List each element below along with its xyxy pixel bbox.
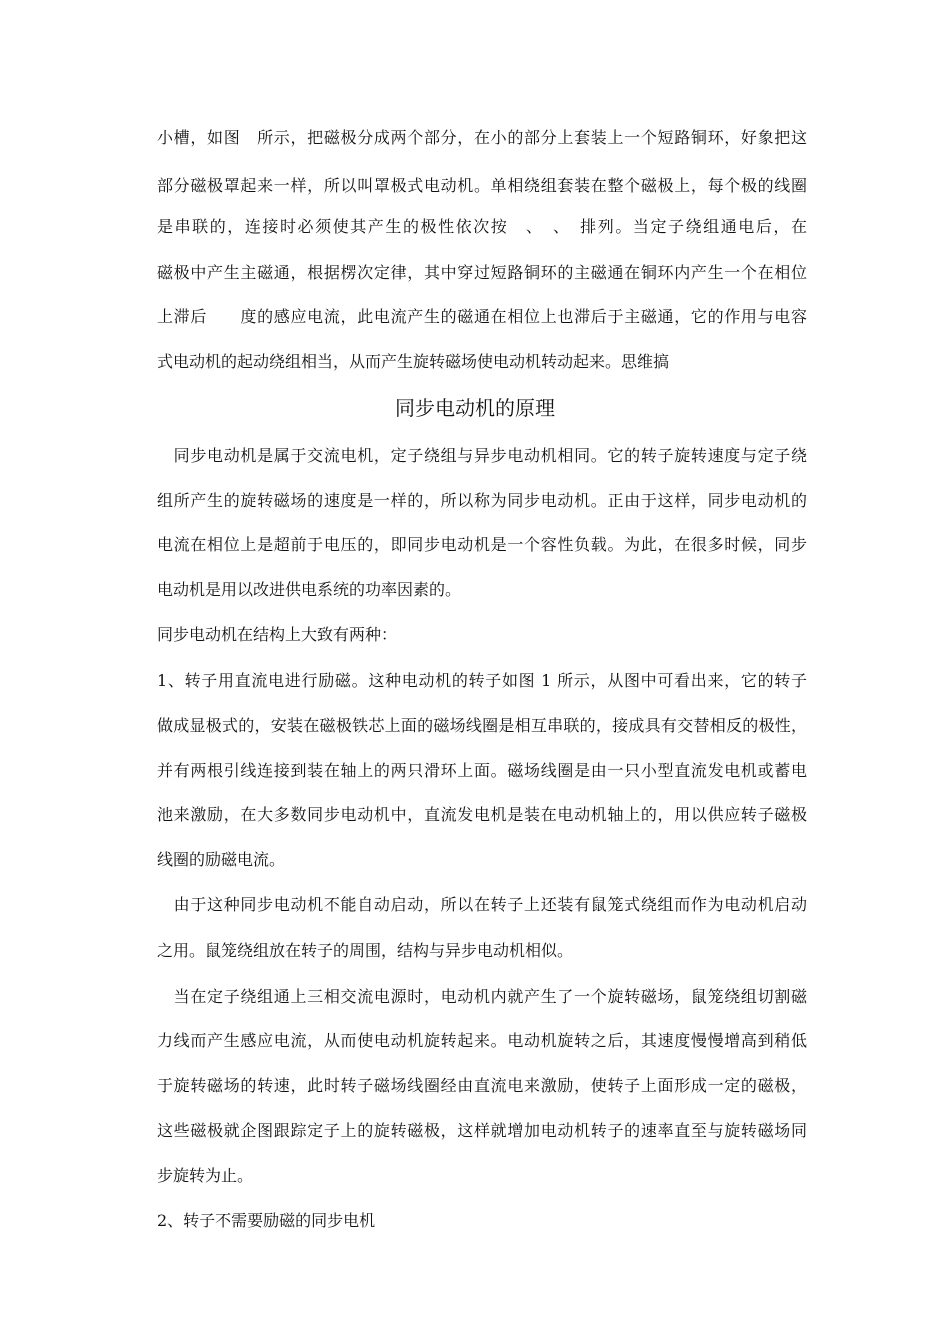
text-line: 磁极中产生主磁通，根据楞次定律，其中穿过短路铜环的主磁通在铜环内产生一个在相位 [157,263,807,282]
text-line: 组所产生的旋转磁场的速度是一样的，所以称为同步电动机。正由于这样，同步电动机的 [157,491,807,510]
text-line: 同步电动机在结构上大致有两种： [157,625,398,644]
text-line: 池来激励，在大多数同步电动机中，直流发电机是装在电动机轴上的，用以供应转子磁极 [157,805,807,824]
text-line: 之用。鼠笼绕组放在转子的周围，结构与异步电动机相似。 [157,941,574,960]
text-line: 电动机是用以改进供电系统的功率因素的。 [157,580,462,599]
text-line: 由于这种同步电动机不能自动启动，所以在转子上还装有鼠笼式绕组而作为电动机启动 [157,895,807,914]
text-line: 上滞后 度的感应电流，此电流产生的磁通在相位上也滞后于主磁通，它的作用与电容 [157,307,807,326]
text-line: 是串联的，连接时必须使其产生的极性依次按 、 、 排列。当定子绕组通电后，在 [157,217,807,236]
text-line: 部分磁极罩起来一样，所以叫罩极式电动机。单相绕组套装在整个磁极上，每个极的线圈 [157,176,807,195]
text-line: 做成显极式的，安装在磁极铁芯上面的磁场线圈是相互串联的，接成具有交替相反的极性， [157,716,807,735]
text-line: 于旋转磁场的转速，此时转子磁场线圈经由直流电来激励，使转子上面形成一定的磁极， [157,1076,807,1095]
text-line: 力线而产生感应电流，从而使电动机旋转起来。电动机旋转之后，其速度慢慢增高到稍低 [157,1031,807,1050]
text-line: 同步电动机是属于交流电机，定子绕组与异步电动机相同。它的转子旋转速度与定子绕 [157,446,807,465]
text-line: 小槽，如图 所示，把磁极分成两个部分，在小的部分上套装上一个短路铜环，好象把这 [157,128,807,147]
section-title: 同步电动机的原理 [395,396,555,420]
text-line: 1、转子用直流电进行励磁。这种电动机的转子如图 1 所示，从图中可看出来，它的转子 [157,671,807,690]
text-line: 并有两根引线连接到装在轴上的两只滑环上面。磁场线圈是由一只小型直流发电机或蓄电 [157,761,807,780]
text-line: 当在定子绕组通上三相交流电源时，电动机内就产生了一个旋转磁场，鼠笼绕组切割磁 [157,987,807,1006]
text-line: 式电动机的起动绕组相当，从而产生旋转磁场使电动机转动起来。思维搞 [157,352,670,371]
text-line: 2、转子不需要励磁的同步电机 [157,1211,376,1230]
text-line: 线圈的励磁电流。 [157,850,286,869]
text-line: 电流在相位上是超前于电压的，即同步电动机是一个容性负载。为此，在很多时候，同步 [157,535,807,554]
text-line: 步旋转为止。 [157,1166,254,1185]
text-line: 这些磁极就企图跟踪定子上的旋转磁极，这样就增加电动机转子的速率直至与旋转磁场同 [157,1121,807,1140]
